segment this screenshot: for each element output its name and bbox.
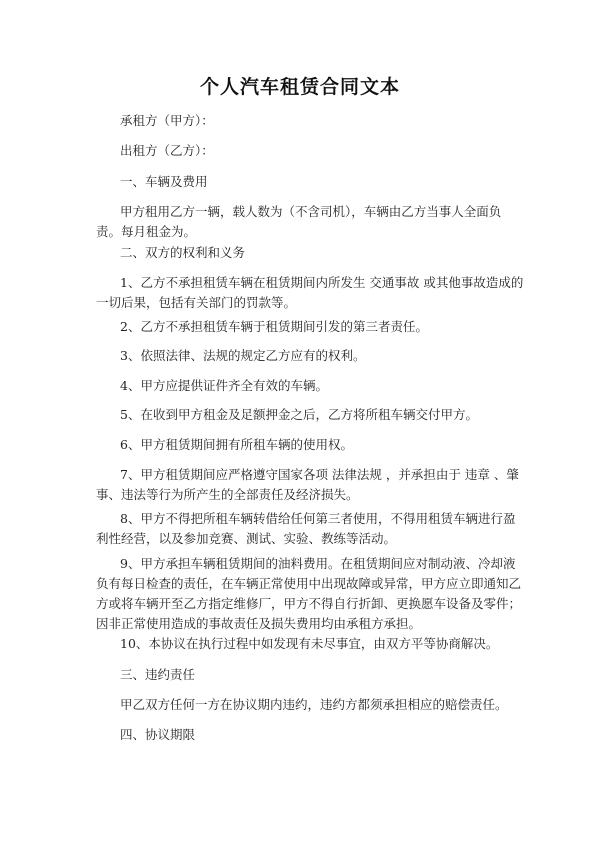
clause-3: 3、依照法律、法规的规定乙方应有的权利。 bbox=[120, 348, 366, 363]
lessor-line: 出租方（乙方）： bbox=[120, 143, 214, 158]
clause-5: 5、在收到甲方租金及足额押金之后，乙方将所租车辆交付甲方。 bbox=[120, 407, 478, 422]
clause-9: 9、甲方承担车辆租赁期间的油料费用。在租赁期间应对制动液、冷却液负有每日检查的责任，在车辆正常使用中出现故障或异常，甲方应立即通知乙方或将车辆开至乙方指定维修厂，甲方不得自行折卸、更换愿车设备及零件；因非正常使用造成的事故责任及损失费用均由承租方承担。 bbox=[96, 556, 522, 631]
vehicle-fees-paragraph: 甲方租用乙方一辆，载人数为（不含司机），车辆由乙方当事人全面负责。每月租金为。 bbox=[96, 204, 502, 239]
clause-8: 8、甲方不得把所租车辆转借给任何第三者使用，不得用租赁车辆进行盈利性经营，以及参加竞赛、测试、实验、教练等活动。 bbox=[96, 511, 516, 546]
document-title: 个人汽车租赁合同文本 bbox=[199, 76, 400, 98]
clause-1: 1、乙方不承担租赁车辆在租赁期间内所发生 交通事故 或其他事故造成的一切后果，包括有关部门的罚款等。 bbox=[96, 275, 524, 310]
section-heading-term: 四、协议期限 bbox=[120, 727, 196, 742]
breach-paragraph: 甲乙双方任何一方在协议期内违约，违约方都须承担相应的赔偿责任。 bbox=[120, 697, 508, 712]
clause-6: 6、甲方租赁期间拥有所租车辆的使用权。 bbox=[120, 437, 353, 452]
section-heading-rights-obligations: 二、双方的权利和义务 bbox=[120, 245, 246, 260]
section-heading-vehicle-fees: 一、车辆及费用 bbox=[120, 174, 208, 189]
section-heading-breach: 三、违约责任 bbox=[120, 667, 196, 682]
lessee-line: 承租方（甲方）： bbox=[120, 113, 214, 128]
clause-7: 7、甲方租赁期间应严格遵守国家各项 法律法规 ，并承担由于 违章 、肇事、违法等行为所产生的全部责任及经济损失。 bbox=[96, 467, 519, 502]
clause-10: 10、本协议在执行过程中如发现有未尽事宜，由双方平等协商解决。 bbox=[120, 636, 499, 651]
clause-2: 2、乙方不承担租赁车辆于租赁期间引发的第三者责任。 bbox=[120, 319, 428, 334]
clause-4: 4、甲方应提供证件齐全有效的车辆。 bbox=[120, 378, 328, 393]
